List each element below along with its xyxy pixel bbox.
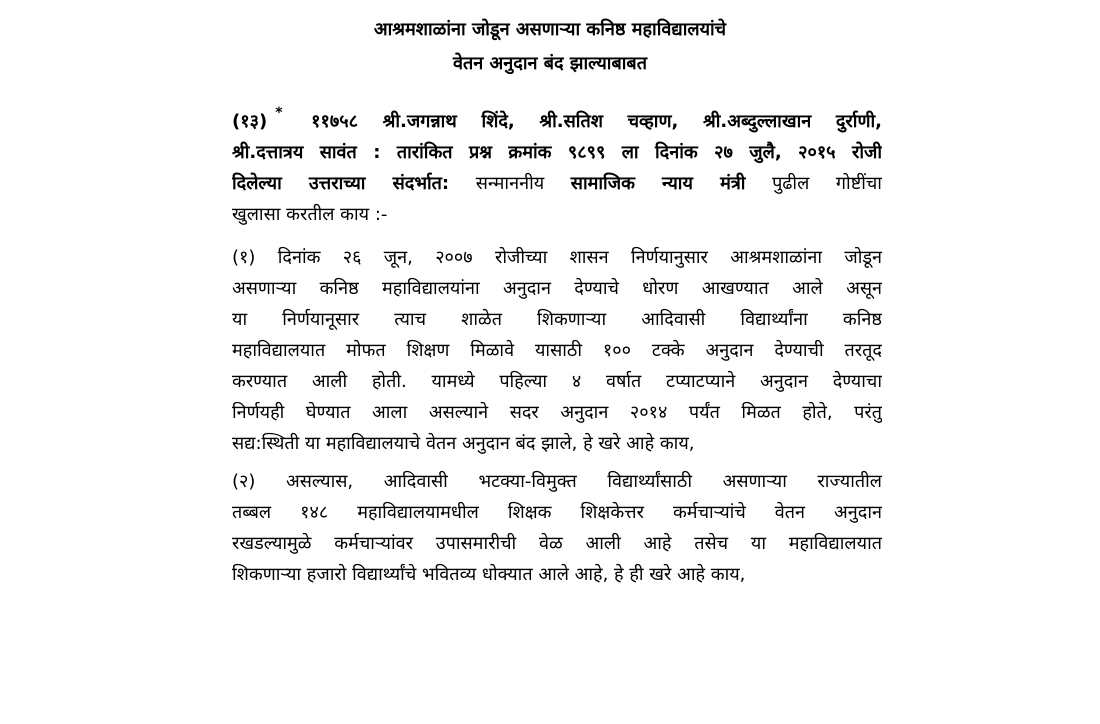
para1-line: करण्यात आली होती. यामध्ये पहिल्या ४ वर्षात टप्याटप्याने अनुदान देण्याचा (232, 371, 882, 392)
para1-line: (१) दिनांक २६ जून, २००७ रोजीच्या शासन निर्णयानुसार आश्रमशाळांना जोडून (232, 247, 882, 268)
para2-line: (२) असल्यास, आदिवासी भटक्या-विमुक्त विद्यार्थ्यांसाठी असणाऱ्या राज्यातील (232, 471, 882, 492)
members-line-2: श्री.दत्तात्रय सावंत : (232, 142, 381, 163)
question-header-line-3 (232, 168, 882, 199)
para1-line: असणाऱ्या कनिष्ठ महाविद्यालयांना अनुदान देण्याचे धोरण आखण्यात आले असून (232, 278, 882, 299)
question-header-line-2 (232, 137, 882, 168)
starred-marker: * (275, 106, 283, 121)
para1-line: या निर्णयानूसार त्याच शाळेत शिकणाऱ्या आदिवासी विद्यार्थ्यांना कनिष्ठ (232, 309, 882, 330)
minister-name: सामाजिक न्याय मंत्री (570, 173, 746, 194)
document-title-line-2: वेतन अनुदान बंद झाल्याबाबत (453, 53, 647, 74)
minister-prefix: सन्माननीय (475, 173, 545, 194)
para1-line: महाविद्यालयात मोफत शिक्षण मिळावे यासाठी १०० टक्के अनुदान देण्याची तरतूद (232, 340, 882, 361)
para1-line-last: सद्य:स्थिती या महाविद्यालयाचे वेतन अनुदान बंद झाले, हे खरे आहे काय, (232, 433, 695, 454)
para2-line: तब्बल १४८ महाविद्यालयामधील शिक्षक शिक्षकेत्तर कर्मचाऱ्यांचे वेतन अनुदान (232, 502, 882, 523)
paragraph-2 (232, 466, 882, 590)
minister-suffix: पुढील गोष्टींचा (772, 173, 882, 194)
reference-text: तारांकित प्रश्न क्रमांक ९८९९ ला दिनांक २७ जुलै, २०१५ रोजी (396, 142, 882, 163)
question-number: (१३) (232, 111, 268, 132)
question-header (232, 106, 882, 230)
members-line-1: श्री.जगन्नाथ शिंदे, श्री.सतिश चव्हाण, श्री.अब्दुल्लाखान दुर्राणी, (382, 111, 882, 132)
para2-line: रखडल्यामुळे कर्मचाऱ्यांवर उपासमारीची वेळ आली आहे तसेच या महाविद्यालयात (232, 533, 882, 554)
question-id: ११७५८ (311, 111, 358, 132)
question-header-line-1 (232, 106, 882, 137)
document-title-line-1: आश्रमशाळांना जोडून असणाऱ्या कनिष्ठ महाविद्यालयांचे (373, 19, 727, 40)
para1-line: निर्णयही घेण्यात आला असल्याने सदर अनुदान २०१४ पर्यंत मिळत होते, परंतु (232, 402, 882, 423)
reference-text-end: दिलेल्या उत्तराच्या संदर्भात: (232, 173, 450, 194)
para2-line-last: शिकणाऱ्या हजारो विद्यार्थ्यांचे भवितव्य धोक्यात आले आहे, हे ही खरे आहे काय, (232, 564, 746, 585)
paragraph-1 (232, 242, 882, 459)
intro-end: खुलासा करतील काय :- (232, 204, 388, 225)
